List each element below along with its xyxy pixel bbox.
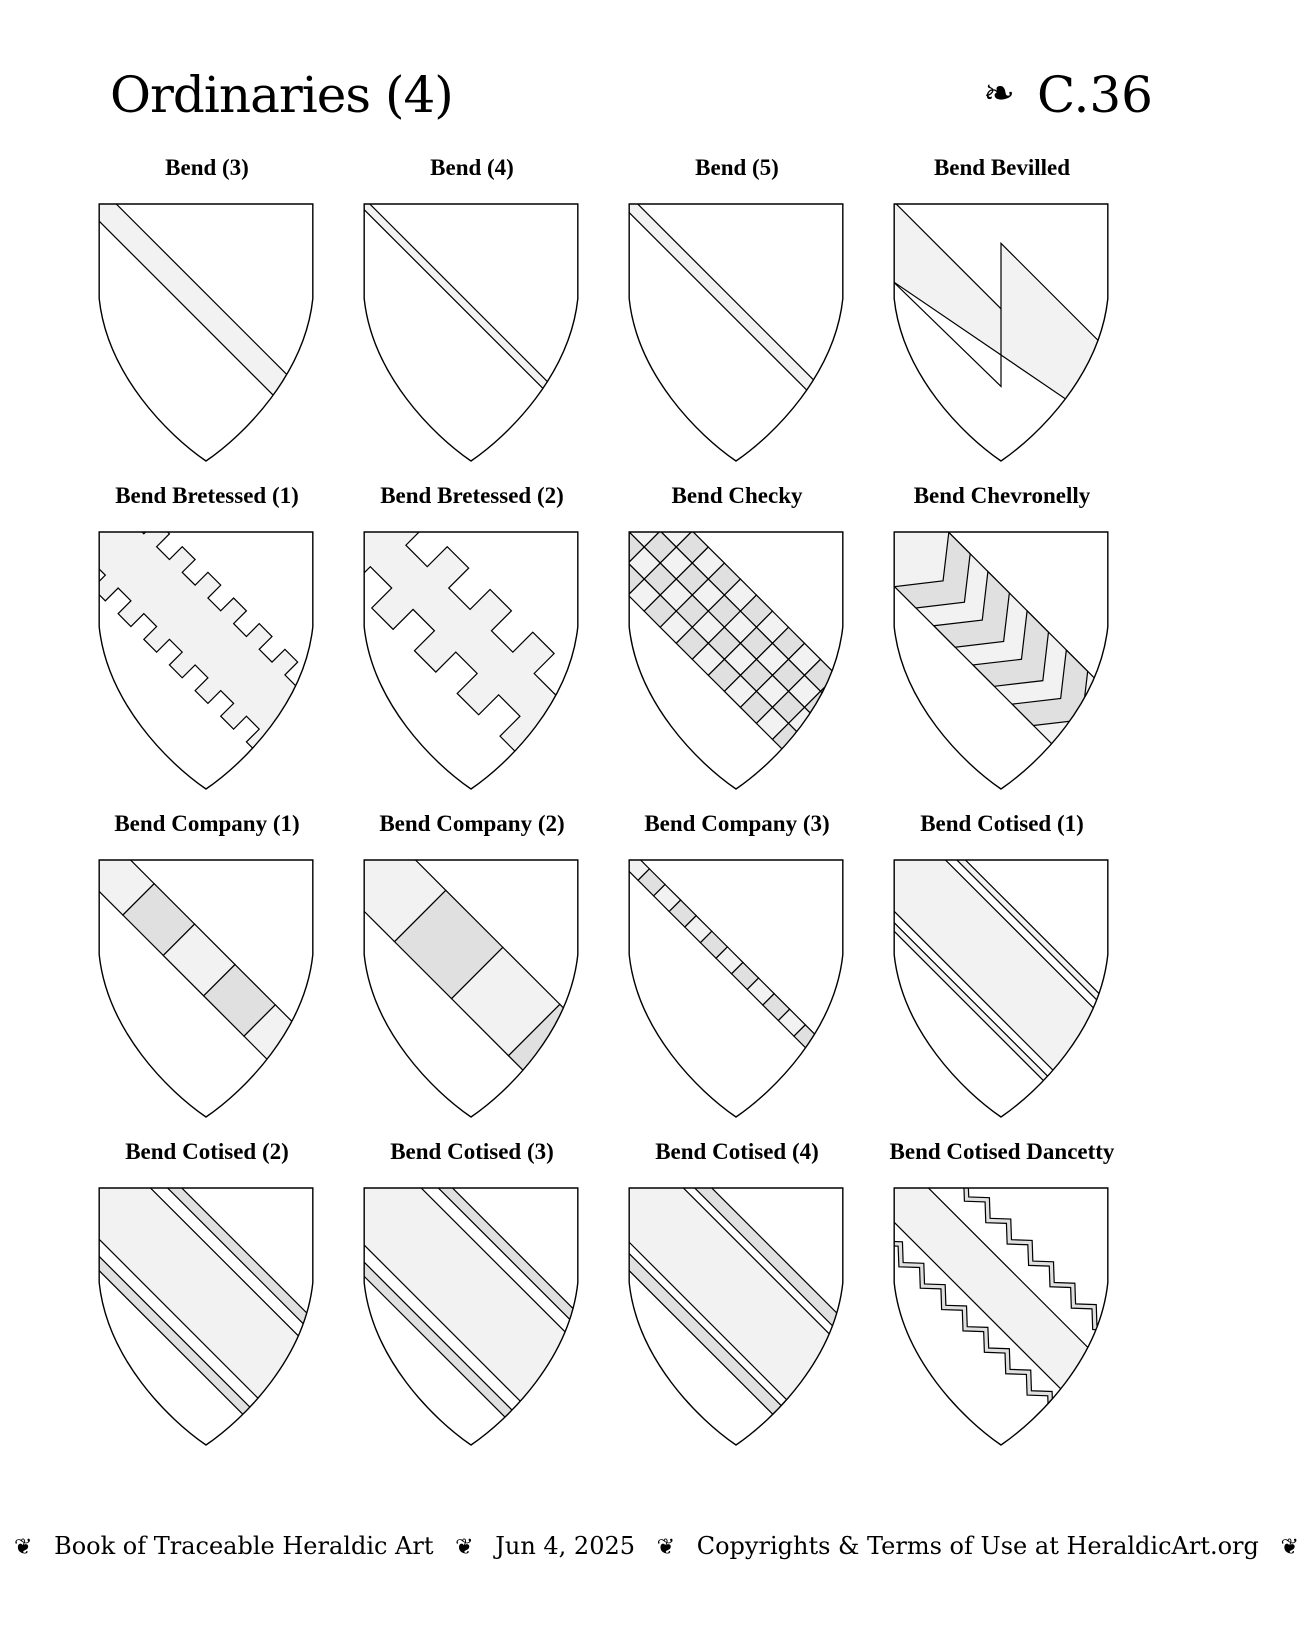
charge-cell — [599, 155, 875, 500]
shield-figure — [363, 859, 579, 1119]
shield-figure — [98, 203, 314, 463]
shield-figure — [363, 203, 579, 463]
shield-figure — [363, 531, 579, 791]
charge-cell — [69, 1139, 345, 1484]
shield-figure — [628, 531, 844, 791]
checky-square — [821, 771, 853, 803]
charge-cell — [334, 483, 610, 828]
shield-figure — [628, 859, 844, 1119]
shield-figure — [893, 859, 1109, 1119]
charge-cell — [334, 1139, 610, 1484]
charge-label: Bend Chevronelly — [913, 483, 1091, 508]
charge-cell — [69, 155, 345, 500]
charge-cell — [334, 811, 610, 1156]
checky-square — [596, 547, 628, 579]
shield-figure — [628, 1187, 844, 1447]
charge-label: Bend Cotised Dancetty — [889, 1139, 1115, 1164]
charge-cell — [864, 1139, 1140, 1484]
shield-figure — [628, 203, 844, 463]
checky-square — [805, 755, 837, 787]
charge-cell — [599, 1139, 875, 1484]
charge-cell — [864, 483, 1140, 828]
company-segment — [810, 1040, 837, 1067]
ornament-icon: ❦ — [656, 1535, 676, 1560]
charge-cell — [599, 811, 875, 1156]
charge-label: Bend Cotised (3) — [390, 1139, 554, 1164]
charge-label: Bend (4) — [430, 155, 514, 180]
charge-label: Bend Cotised (2) — [125, 1139, 289, 1164]
charge-cell — [864, 811, 1140, 1156]
checky-square — [821, 707, 853, 739]
charge-label: Bend Cotised (1) — [920, 811, 1084, 836]
charge-cell — [69, 483, 345, 828]
charge-label: Bend Bevilled — [933, 155, 1071, 180]
charge-cell — [69, 811, 345, 1156]
charge-label: Bend Company (2) — [379, 811, 565, 836]
charge-label: Bend Bretessed (2) — [380, 483, 564, 508]
shield-figure — [893, 203, 1109, 463]
charge-label: Bend Checky — [671, 483, 803, 508]
charge-label: Bend Cotised (4) — [655, 1139, 819, 1164]
shield-field — [364, 204, 578, 461]
chevronel — [1091, 728, 1166, 803]
charge-label: Bend Company (1) — [114, 811, 300, 836]
footer-rights: Copyrights & Terms of Use at HeraldicArt.org — [696, 1532, 1259, 1560]
checky-square — [789, 739, 821, 771]
charge-artwork — [829, 795, 1200, 1166]
shield-figure — [893, 1187, 1109, 1447]
checky-square — [805, 723, 837, 755]
shield-figure — [98, 531, 314, 791]
ornament-icon: ❦ — [1280, 1535, 1299, 1560]
checky-square — [821, 739, 853, 771]
company-segment — [825, 1056, 852, 1083]
page-reference — [983, 66, 1153, 124]
ornament-icon: ❦ — [455, 1535, 474, 1560]
charge-label: Bend Bretessed (1) — [115, 483, 299, 508]
footer-book-title: Book of Traceable Heraldic Art — [54, 1532, 434, 1560]
charge-cell — [864, 155, 1140, 500]
ornament-icon: ❦ — [14, 1535, 33, 1560]
fleuron-icon: ❧ — [983, 71, 1015, 115]
footer-date: Jun 4, 2025 — [495, 1532, 636, 1560]
page-title: Ordinaries (4) — [110, 66, 453, 124]
charge-label: Bend Company (3) — [644, 811, 830, 836]
charge-cell — [599, 483, 875, 828]
charge-label: Bend (5) — [695, 155, 779, 180]
shield-figure — [98, 859, 314, 1119]
shield-figure — [893, 531, 1109, 791]
page-footer — [0, 1532, 1299, 1560]
shield-figure — [363, 1187, 579, 1447]
charge-label: Bend (3) — [165, 155, 249, 180]
page-number: C.36 — [1037, 66, 1153, 124]
charge-cell — [334, 155, 610, 500]
shield-figure — [98, 1187, 314, 1447]
